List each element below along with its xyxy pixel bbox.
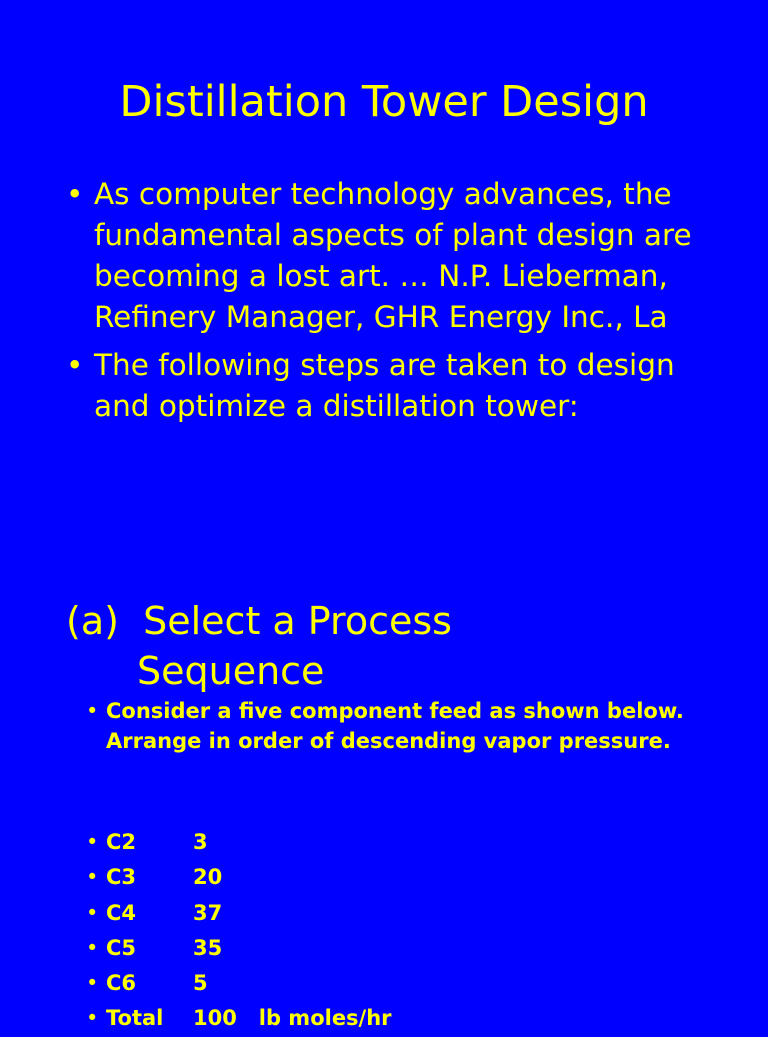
bullet-icon: • xyxy=(86,935,99,960)
bullet-icon: • xyxy=(66,177,84,211)
component-row xyxy=(86,896,392,931)
section-heading-line1: Select a Process xyxy=(143,599,452,643)
component-value: 3 xyxy=(193,830,208,854)
intro-list xyxy=(86,697,686,756)
component-name: C6 xyxy=(106,971,137,996)
component-value: 100 lb moles/hr xyxy=(193,1006,392,1031)
slide-title: Distillation Tower Design xyxy=(119,77,649,127)
section-label: (a) xyxy=(66,599,119,643)
bullet-icon: • xyxy=(86,699,99,723)
component-value: 35 xyxy=(193,935,223,960)
component-value: 5 xyxy=(193,971,208,996)
component-row xyxy=(86,860,392,895)
bullet-icon: • xyxy=(86,900,99,925)
component-name: C2 xyxy=(106,830,137,854)
main-bullet-text: The following steps are taken to design and optimize a distillation tower: xyxy=(94,348,675,423)
component-name: C5 xyxy=(106,935,137,960)
bullet-icon: • xyxy=(86,830,99,854)
component-value: 37 xyxy=(193,900,223,925)
component-row xyxy=(86,966,392,1001)
main-bullet-list xyxy=(66,174,726,434)
section-heading xyxy=(66,596,452,696)
bullet-icon: • xyxy=(86,1006,99,1031)
component-name: C4 xyxy=(106,900,137,925)
main-bullet-text: As computer technology advances, the fundamental aspects of plant design are becoming a lost art. … N.P. Lieberman, Refinery Manager, GHR Energy Inc., La xyxy=(94,177,692,334)
section-heading-line2: Sequence xyxy=(137,649,325,693)
bullet-icon: • xyxy=(86,865,99,890)
component-row xyxy=(86,931,392,966)
bullet-icon: • xyxy=(86,971,99,996)
component-name: C3 xyxy=(106,865,137,890)
intro-text: Consider a five component feed as shown below. Arrange in order of descending vapor pressure. xyxy=(106,699,684,753)
component-name: Total xyxy=(106,1006,164,1031)
component-list xyxy=(86,825,392,1037)
bullet-icon: • xyxy=(66,348,84,382)
component-row xyxy=(86,825,392,860)
main-bullet-item xyxy=(66,174,726,338)
intro-item xyxy=(86,697,686,756)
main-bullet-item xyxy=(66,345,726,427)
component-row xyxy=(86,1001,392,1036)
component-value: 20 xyxy=(193,865,223,890)
